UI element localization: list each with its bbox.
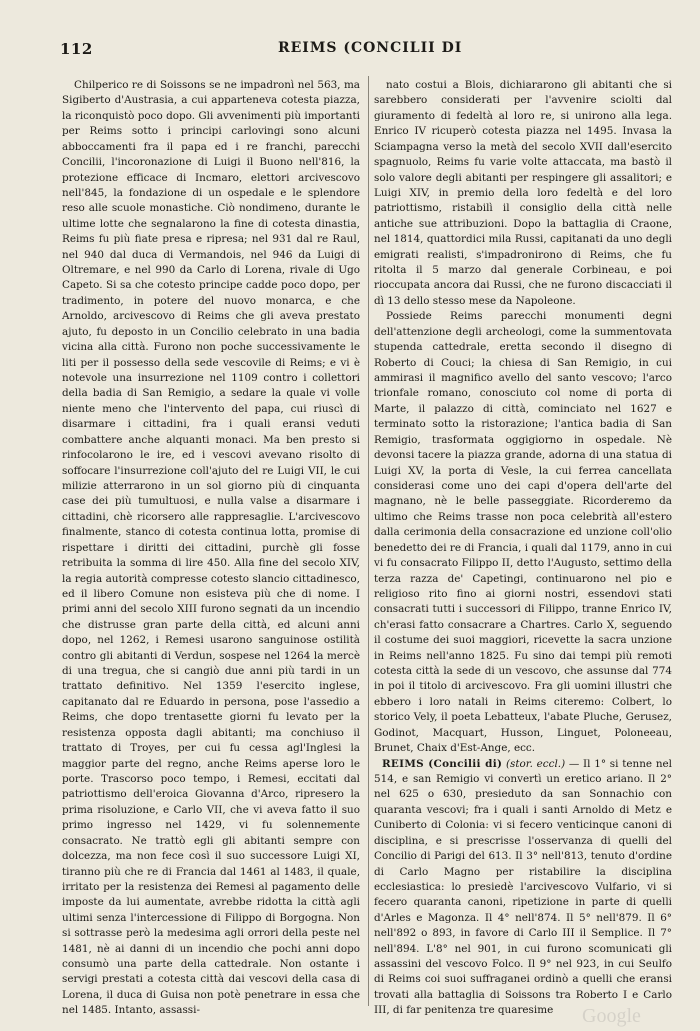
page-header [60, 40, 660, 64]
right-column-paragraph-2: Possiede Reims parecchi monumenti degni dell'attenzione degli archeologi, come la summentovata stupenda cattedrale, eretta secondo il disegno di Roberto di Couci; la chiesa di San Remigio, in cui ammirasi il magnifico avello del santo vescovo; l'arco trionfale romano, conosciuto col nome di porta di Marte, il palazzo di città, cominciato nel 1627 e terminato sotto la ristorazione; l'antica badia di San Remigio, trasformata oggigiorno in ospedale. Nè devonsi tacere la piazza grande, adorna di una statua di Luigi XV, la porta di Vesle, la cui ferrea cancellata considerasi come uno dei capi d'opera dell'arte del magnano, nè le belle passeggiate. Ricorderemo da ultimo che Reims trasse non poca celebrità all'estero dalla cerimonia della consacrazione ed unzione coll'olio benedetto dei re di Francia, i quali dal 1179, anno in cui vi fu consacrato Filippo II, detto l'Augusto, settimo della terza razza de' Capetingi, continuarono nel pio e religioso rito fino ai giorni nostri, essendovi stati consacrati tutti i successori di Filippo, tranne Enrico IV, ch'erasi fatto consacrare a Chartres. Carlo X, seguendo il costume dei suoi maggiori, ricevette la sacra unzione in Reims nell'anno 1825. Fu sino dai tempi più remoti cotesta città la sede di un vescovo, che assunse dal 774 in poi il titolo di arcivescovo. Fra gli uomini illustri che ebbero i loro natali in Reims citeremo: Colbert, lo storico Vely, il poeta Lebatteux, l'abate Pluche, Gerusez, Godinot, Macquart, Husson, Linguet, Poloneeau, Brunet, Chaix d'Est-Ange, ecc. [374, 310, 672, 755]
right-column [374, 78, 672, 1019]
svg-text:Google: Google [582, 1005, 641, 1027]
google-watermark-logo [580, 1003, 670, 1027]
column-divider [368, 76, 369, 1006]
entry-headword: REIMS (Concilii di) [382, 757, 503, 770]
running-head: REIMS (CONCILII DI [278, 40, 463, 56]
left-column [62, 78, 360, 1019]
dictionary-entry [374, 757, 672, 1019]
page-number: 112 [60, 40, 93, 58]
right-column-paragraph-1: nato costui a Blois, dichiararono gli abitanti che si sarebbero considerati per l'avvenire sciolti dal giuramento di fedeltà al loro re, si unirono alla lega. Enrico IV ricuperò cotesta piazza nel 1495. Invasa la Sciampagna verso la metà del secolo XVII dall'esercito spagnuolo, Reims fu varie volte attaccata, ma bastò il solo valore degli abitanti per respingere gli assalitori; e Luigi XIV, in premio della loro fedeltà e del loro patriottismo, ristabilì il consiglio della città nelle antiche sue attribuzioni. Dopo la battaglia di Craone, nel 1814, quattordici mila Russi, capitanati da uno degli emigrati realisti, s'impadronirono di Reims, che fu ritolta il 5 marzo dal generale Corbineau, e poi rioccupata ancora dai Russi, che ne furono discacciati il dì 13 dello stesso mese da Napoleone. [374, 79, 672, 307]
entry-tag: (stor. eccl.) [505, 757, 566, 770]
entry-text: — Il 1° si tenne nel 514, e san Remigio vi convertì un eretico ariano. Il 2° nel 625 o 630, presieduto da san Sonnachio con quaranta vescovi; fra i quali i santi Arnoldo di Metz e Cuniberto di Colonia: vi si fecero venticinque canoni di disciplina, e si prescrisse l'osservanza di quelli del Concilio di Parigi del 613. Il 3° nell'813, tenuto d'ordine di Carlo Magno per ristabilire la disciplina ecclesiastica: lo presiedè l'arcivescovo Vulfario, vi si fecero quaranta canoni, ripetizione in parte di quelli d'Arles e Magonza. Il 4° nell'874. Il 5° nell'879. Il 6° nell'892 o 893, in favore di Carlo III il Semplice. Il 7° nell'894. L'8° nel 901, in cui furono scomunicati gli assassini del vescovo Folco. Il 9° nel 923, in cui Seulfo di Reims coi suoi suffraganei ordinò a quelli che eransi trovati alla battaglia di Soissons tra Roberto I e Carlo III, di far penitenza tre quaresime [374, 757, 672, 1017]
left-column-paragraph: Chilperico re di Soissons se ne impadronì nel 563, ma Sigiberto d'Austrasia, a cui apparteneva cotesta piazza, la riconquistò poco dopo. Gli avvenimenti più importanti per Reims sotto i principi carlovingi sono alcuni abboccamenti fra il papa ed i re franchi, parecchi Concilii, l'incoronazione di Luigi il Buono nell'816, la protezione efficace di Incmaro, elettori arcivescovo nell'845, la fondazione di un ospedale e le splendore reso alle scuole monastiche. Ciò nondimeno, durante le ultime lotte che segnalarono la fine di cotesta dinastia, Reims fu più fiate presa e ripresa; nel 931 dal re Raul, nel 940 dal duca di Vermandois, nel 946 da Luigi di Oltremare, e nel 990 da Carlo di Lorena, rivale di Ugo Capeto. Si sa che cotesto principe cadde poco dopo, per tradimento, in potere del nuovo monarca, e che Arnoldo, arcivescovo di Reims che gli aveva prestato ajuto, fu deposto in un Concilio celebrato in una badia vicina alla città. Furono non poche successivamente le liti per il possesso della sede vescovile di Reims; e vi è notevole una insurrezione nel 1109 contro i collettori della badia di San Remigio, a sedare la quale vi volle niente meno che l'intervento del papa, cui riuscì di disarmare i cittadini, fra i quali eransi veduti combattere anche alquanti monaci. Ma ben presto si rinfocolarono le ire, ed i vescovi avevano risolto di soffocare l'insurrezione coll'ajuto del re Luigi VII, le cui milizie atterrarono in un sol giorno più di cinquanta case dei più tumultuosi, e nulla valse a disarmare i cittadini, chè ricorsero alle rappresaglie. L'arcivescovo finalmente, stanco di cotesta continua lotta, promise di rispettare i diritti dei cittadini, purchè gli fosse retribuita la somma di lire 450. Alla fine del secolo XIV, la regia autorità compresse cotesto slancio cittadinesco, ed il libero Comune non esisteva più che di nome. I primi anni del secolo XIII furono segnati da un incendio che distrusse gran parte della città, ed alcuni anni dopo, nel 1262, i Remesi usarono sanguinose ostilità contro gli abitanti di Verdun, sospese nel 1264 la mercè di una tregua, che si cangiò due anni più tardi in un trattato definitivo. Nel 1359 l'esercito inglese, capitanato dal re Eduardo in persona, pose l'assedio a Reims, che dopo trentasette giorni fu levato per la resistenza opposta dagli abitanti; ma conchiuso il trattato di Troyes, per cui fu cessa agl'Inglesi la maggior parte del regno, anche Reims aperse loro le porte. Trascorso poco tempo, i Remesi, eccitati dal patriottismo dell'eroica Giovanna d'Arco, ripresero la prima risoluzione, e Carlo VII, che vi aveva fatto il suo primo ingresso nel 1429, vi fu solennemente consacrato. Ne trattò egli gli abitanti sempre con dolcezza, ma non fece così il suo successore Luigi XI, tiranno più che re di Francia dal 1461 al 1483, il quale, irritato per la resistenza dei Remesi al pagamento delle imposte da lui aumentate, avrebbe ridotta la città agli ultimi senza l'intercessione di Filippo di Borgogna. Non si sottrasse però la medesima agli orrori della peste nel 1481, nè ai danni di un incendio che pochi anni dopo consumò una parte della cattedrale. Non ostante i servigi prestati a cotesta città dai vescovi della casa di Lorena, il duca di Guisa non potè penetrare in essa che nel 1485. Intanto, assassi- [62, 79, 360, 1017]
